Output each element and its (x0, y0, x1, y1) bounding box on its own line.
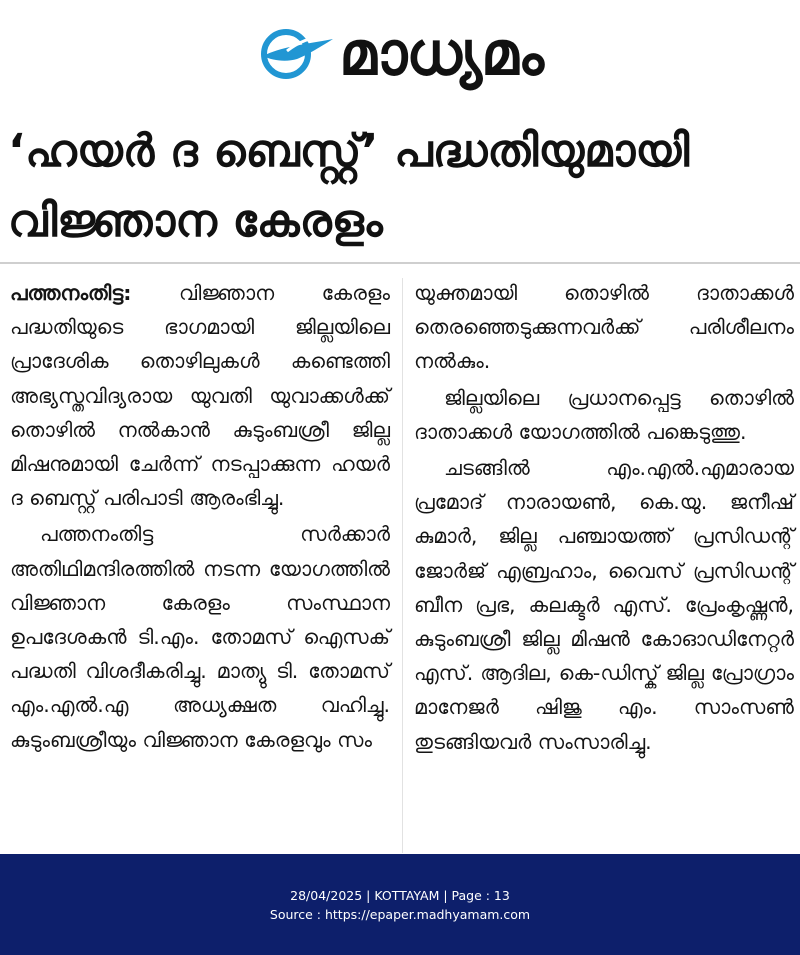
article-paragraph: ചടങ്ങിൽ എം.എൽ.എമാരായ പ്രമോദ് നാരായൺ, കെ.യു. ജനീഷ് കുമാർ, ജില്ല പഞ്ചായത്ത് പ്രസിഡന്റ് ജോർജ് എബ്രഹാം, വൈസ് പ്രസിഡന്റ് ബീന പ്രഭ, കലക്ടർ എസ്. പ്രേംകൃഷ്ണൻ, കുടുംബശ്രീ ജില്ല മിഷൻ കോഓഡിനേറ്റർ എസ്. ആദില, കെ-ഡിസ്ക് ജില്ല പ്രോഗ്രാം മാനേജർ ഷിജു എം. സാംസൺ തുടങ്ങിയവർ സംസാരിച്ചു. (414, 456, 794, 754)
headline-line-2: വിജ്ഞാന കേരളം (8, 194, 383, 247)
paragraph-text: വിജ്ഞാന കേരളം പദ്ധതിയുടെ ഭാഗമായി ജില്ലയിലെ പ്രാദേശിക തൊഴിലുകൾ കണ്ടെത്തി അഭ്യസ്തവിദ്യരായ യുവതി യുവാക്കൾക്ക് തൊഴിൽ നൽകാൻ കുടുംബശ്രീ ജില്ല മിഷനുമായി ചേർന്ന് നടപ്പാക്കുന്ന ഹയർ ദ ബെസ്റ്റ് പരിപാടി ആരംഭിച്ചു. (10, 281, 390, 511)
article-paragraph: ജില്ലയിലെ പ്രധാനപ്പെട്ട തൊഴിൽ ദാതാക്കൾ യോഗത്തിൽ പങ്കെടുത്തു. (414, 385, 794, 444)
column-divider (402, 278, 403, 853)
footer-source-link[interactable]: Source : https://epaper.madhyamam.com (269, 907, 531, 922)
article-paragraph: പത്തനംതിട്ട സർക്കാർ അതിഥിമന്ദിരത്തിൽ നടന്ന യോഗത്തിൽ വിജ്ഞാന കേരളം സംസ്ഥാന ഉപദേശകൻ ടി.എം. തോമസ് ഐസക് പദ്ധതി വിശദീകരിച്ചു. മാത്യു ടി. തോമസ് എം.എൽ.എ അധ്യക്ഷത വഹിച്ചു. കുടുംബശ്രീയും വിജ്ഞാന കേരളവും സം (10, 522, 390, 752)
article-paragraph (10, 276, 390, 515)
article-column-left (10, 276, 390, 757)
article-column-right (414, 276, 794, 759)
footer-edition-info: 28/04/2025 | KOTTAYAM | Page : 13 (290, 888, 510, 903)
bird-logo-icon (257, 25, 335, 83)
headline (8, 116, 792, 256)
article-paragraph: യുക്തമായി തൊഴിൽ ദാതാക്കൾ തെരഞ്ഞെടുക്കുന്നവർക്ക് പരിശീലനം നൽകും. (414, 281, 794, 374)
masthead (0, 0, 800, 108)
headline-line-1: ‘ഹയർ ദ ബെസ്റ്റ്’ പദ്ധതിയുമായി (8, 124, 690, 177)
source-footer (0, 854, 800, 955)
masthead-logo-text: മാധ്യമം (339, 19, 543, 89)
headline-divider (0, 262, 800, 264)
dateline: പത്തനംതിട്ട: (10, 281, 132, 305)
